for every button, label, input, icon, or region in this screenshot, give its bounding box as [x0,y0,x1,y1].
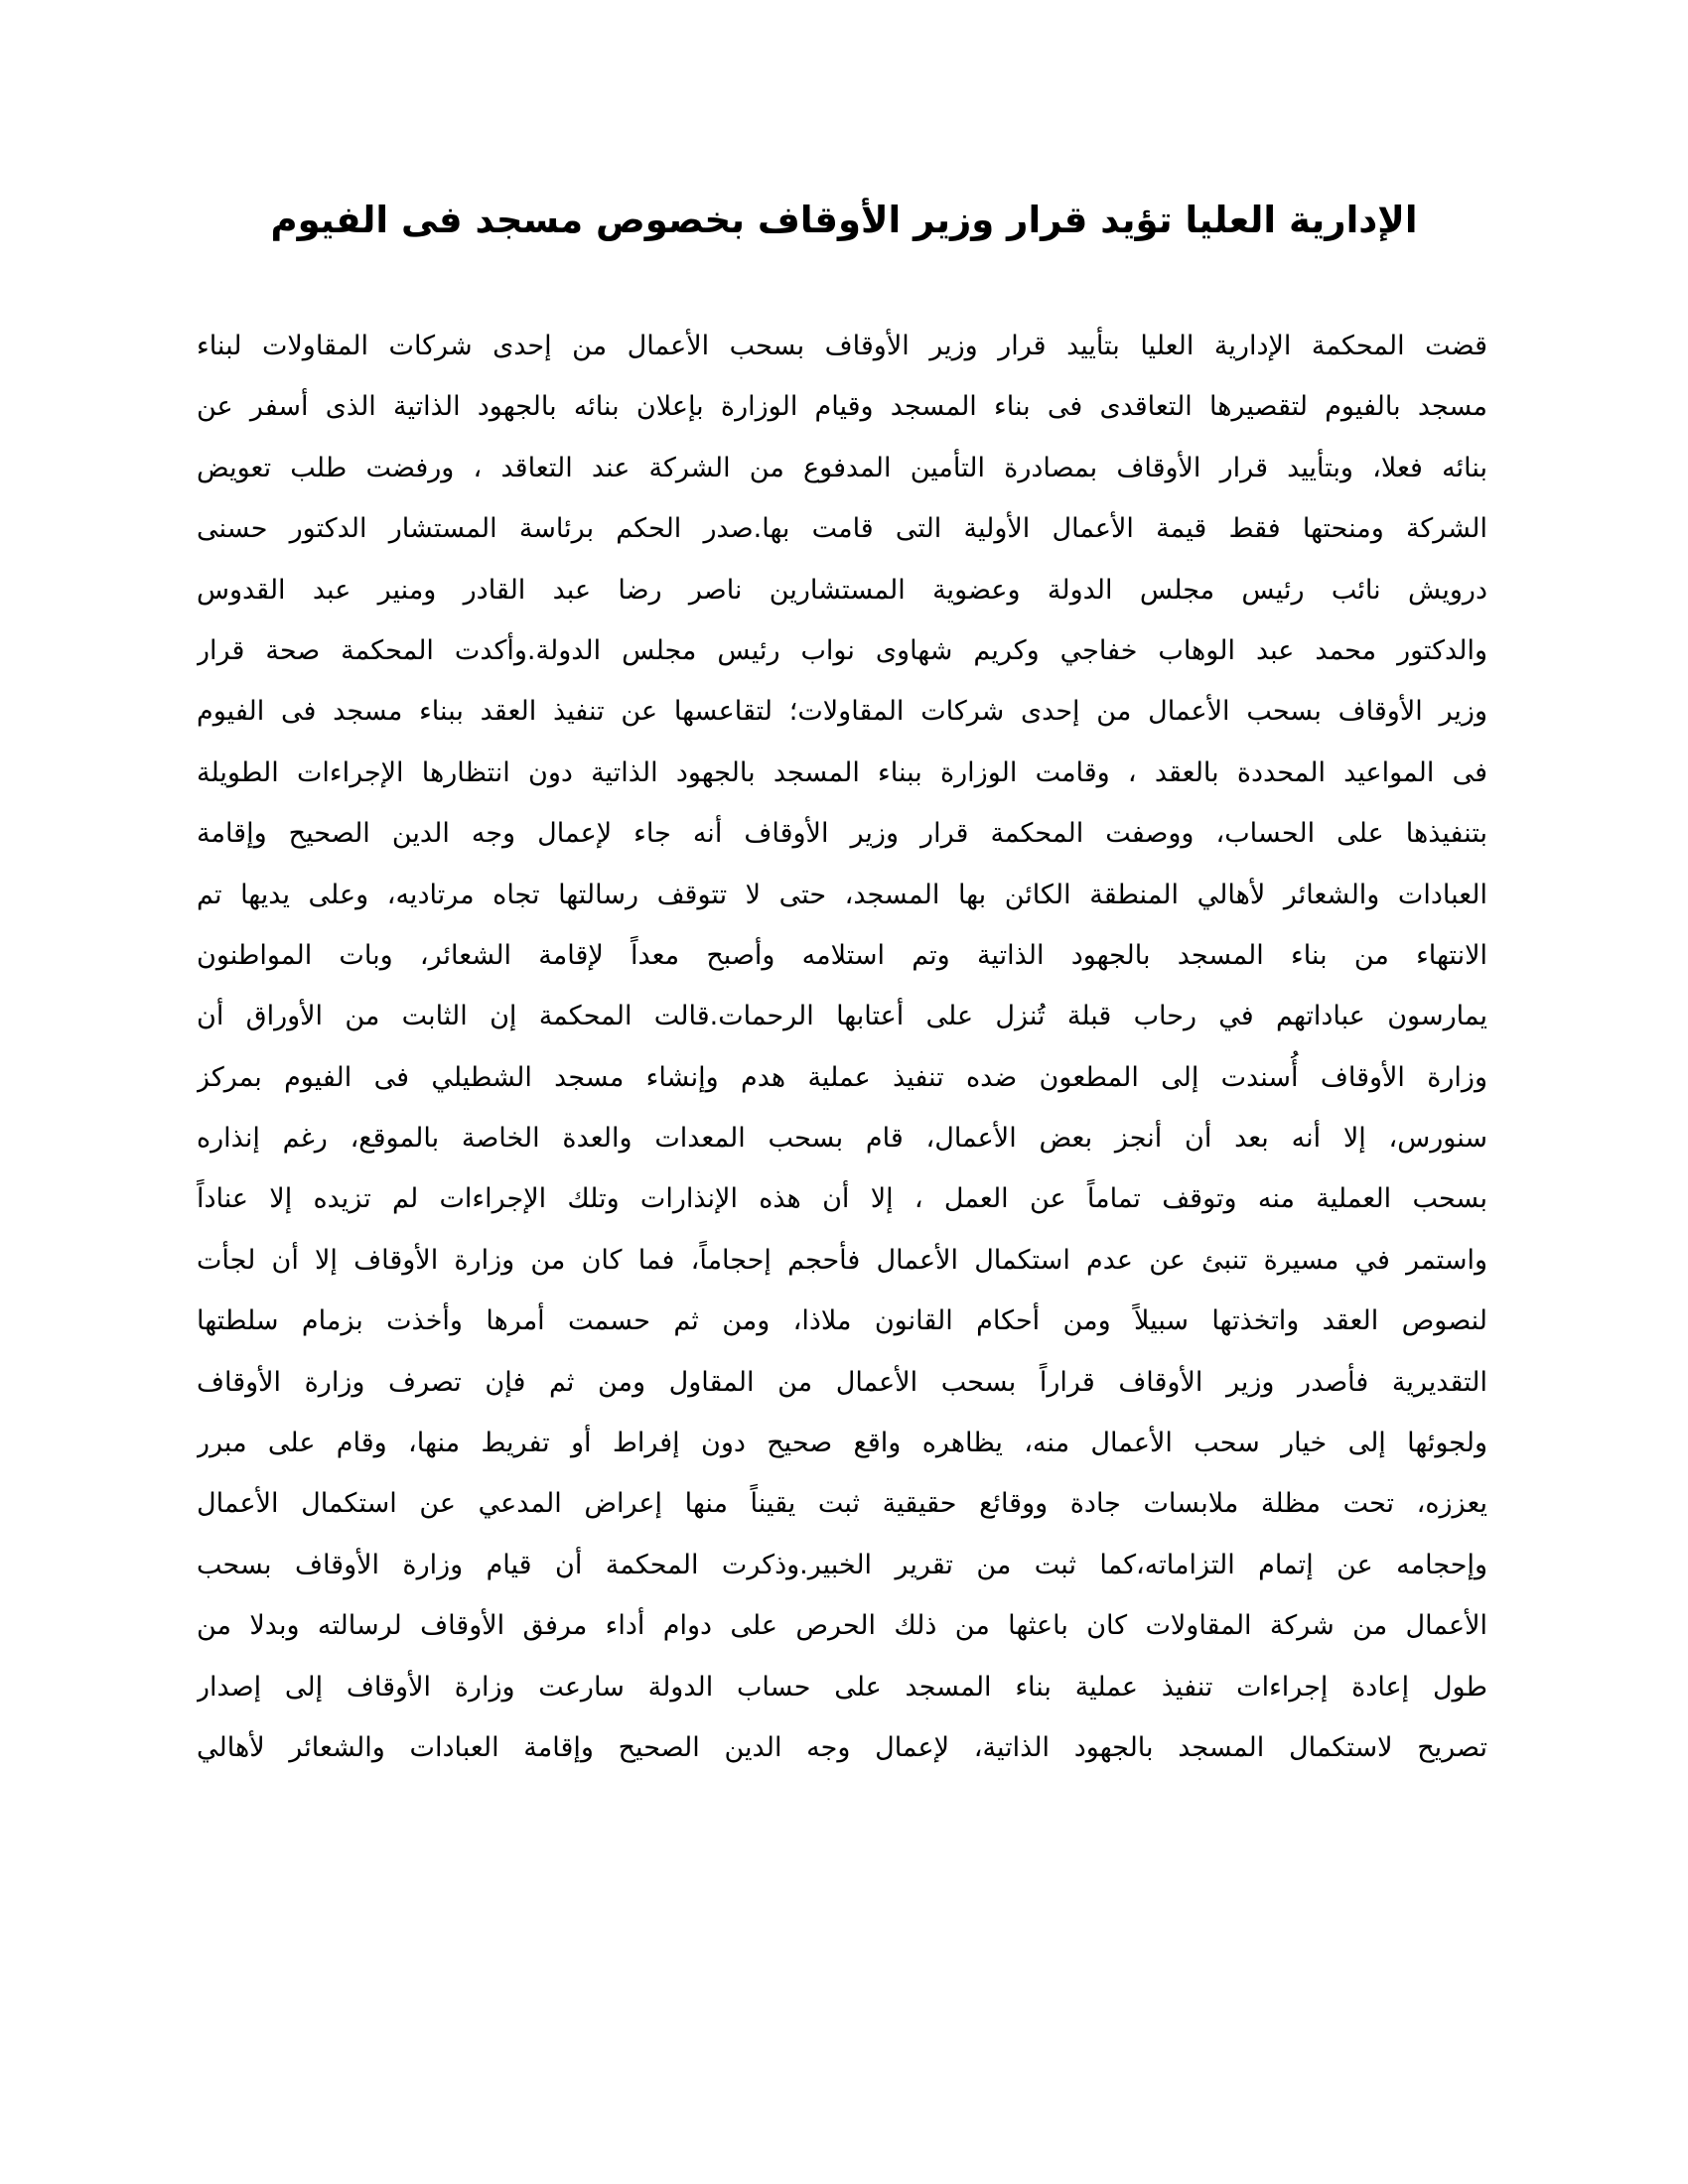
body-line: وإحجامه عن إتمام التزاماته،كما ثبت من تقرير الخبير.وذكرت المحكمة أن قيام وزارة الأوقاف بسحب [197,1549,1487,1580]
body-line: بنائه فعلا، وبتأييد قرار الأوقاف بمصادرة التأمين المدفوع من الشركة عند التعاقد ، ورفضت طلب تعويض [197,452,1487,483]
body-line: لنصوص العقد واتخذتها سبيلاً ومن أحكام القانون ملاذا، ومن ثم حسمت أمرها وأخذت بزمام سلطتها [197,1305,1487,1337]
body-line: بتنفيذها على الحساب، ووصفت المحكمة قرار وزير الأوقاف أنه جاء لإعمال وجه الدين الصحيح وإقامة [197,818,1487,850]
body-line: تصريح لاستكمال المسجد بالجهود الذاتية، لإعمال وجه الدين الصحيح وإقامة العبادات والشعائر لأهالي [197,1731,1487,1763]
body-line: يمارسون عباداتهم في رحاب قبلة تُنزل على أعتابها الرحمات.قالت المحكمة إن الثابت من الأوراق أن [197,1001,1487,1032]
body-line: واستمر في مسيرة تنبئ عن عدم استكمال الأعمال فأحجم إحجاماً، فما كان من وزارة الأوقاف إلا أن لجأت [197,1244,1487,1276]
article-body [197,316,1487,1778]
body-line: درويش نائب رئيس مجلس الدولة وعضوية المستشارين ناصر رضا عبد القادر ومنير عبد القدوس [197,574,1487,606]
body-line: العبادات والشعائر لأهالي المنطقة الكائن بها المسجد، حتى لا تتوقف رسالتها تجاه مرتاديه، وعلى يديها تم [197,879,1487,910]
body-line: ولجوئها إلى خيار سحب الأعمال منه، يظاهره واقع صحيح دون إفراط أو تفريط منها، وقام على مبرر [197,1428,1487,1459]
body-line: الشركة ومنحتها فقط قيمة الأعمال الأولية التى قامت بها.صدر الحكم برئاسة المستشار الدكتور حسنى [197,513,1487,545]
body-line: فى المواعيد المحددة بالعقد ، وقامت الوزارة ببناء المسجد بالجهود الذاتية دون انتظارها الإجراءات الطويلة [197,756,1487,788]
body-line: طول إعادة إجراءات تنفيذ عملية بناء المسجد على حساب الدولة سارعت وزارة الأوقاف إلى إصدار [197,1671,1487,1703]
body-line: قضت المحكمة الإدارية العليا بتأييد قرار وزير الأوقاف بسحب الأعمال من إحدى شركات المقاولات لبناء [197,331,1487,361]
body-line: الأعمال من شركة المقاولات كان باعثها من ذلك الحرص على دوام أداء مرفق الأوقاف لرسالته وبدلا من [197,1610,1487,1642]
body-line: التقديرية فأصدر وزير الأوقاف قراراً بسحب الأعمال من المقاول ومن ثم فإن تصرف وزارة الأوقاف [197,1366,1487,1398]
body-line: الانتهاء من بناء المسجد بالجهود الذاتية وتم استلامه وأصبح معداً لإقامة الشعائر، وبات المواطنون [197,939,1487,971]
body-line: سنورس، إلا أنه بعد أن أنجز بعض الأعمال، قام بسحب المعدات والعدة الخاصة بالموقع، رغم إنذاره [197,1123,1487,1155]
page-title: الإدارية العليا تؤيد قرار وزير الأوقاف بخصوص مسجد فى الفيوم [270,199,1418,241]
body-line: بسحب العملية منه وتوقف تماماً عن العمل ، إلا أن هذه الإنذارات وتلك الإجراءات لم تزيده إلا عناداً [197,1183,1487,1215]
body-line: مسجد بالفيوم لتقصيرها التعاقدى فى بناء المسجد وقيام الوزارة بإعلان بنائه بالجهود الذاتية الذى أسفر عن [197,391,1487,423]
body-line: وزير الأوقاف بسحب الأعمال من إحدى شركات المقاولات؛ لتقاعسها عن تنفيذ العقد ببناء مسجد فى الفيوم [197,696,1487,728]
body-line: يعززه، تحت مظلة ملابسات جادة ووقائع حقيقية ثبت يقيناً منها إعراض المدعي عن استكمال الأعمال [197,1488,1487,1520]
body-line: والدكتور محمد عبد الوهاب خفاجي وكريم شهاوى نواب رئيس مجلس الدولة.وأكدت المحكمة صحة قرار [197,634,1487,666]
body-line: وزارة الأوقاف أُسندت إلى المطعون ضده تنفيذ عملية هدم وإنشاء مسجد الشطيلي فى الفيوم بمركز [197,1061,1487,1093]
